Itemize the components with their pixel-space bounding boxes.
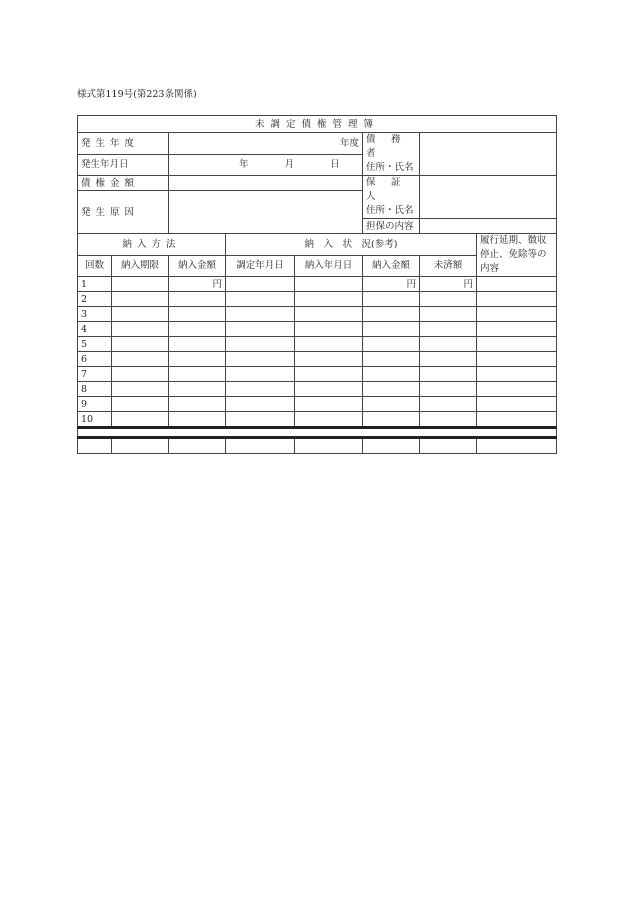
outstanding-cell[interactable]: [420, 292, 477, 307]
table-row: [78, 352, 557, 367]
outstanding-cell[interactable]: [420, 337, 477, 352]
collateral-label: 担保の内容: [363, 219, 420, 234]
remarks-cell[interactable]: [477, 337, 557, 352]
remarks-cell[interactable]: [477, 367, 557, 382]
guarantor-label-cell: [363, 176, 420, 219]
paid-date-cell[interactable]: [295, 307, 363, 322]
outstanding-cell[interactable]: [420, 397, 477, 412]
total-count-cell[interactable]: [78, 438, 112, 454]
row-number: 6: [78, 352, 112, 367]
due-date-cell[interactable]: [112, 277, 169, 292]
date-day-label: 日: [330, 159, 340, 171]
table-row: [78, 337, 557, 352]
paid-date-cell[interactable]: [295, 397, 363, 412]
separator-band: [78, 428, 557, 438]
claim-amount-label: 債権金額: [78, 176, 169, 191]
row-number: 1: [78, 277, 112, 292]
row-number: 7: [78, 367, 112, 382]
remarks-cell[interactable]: [477, 292, 557, 307]
yen-unit: 円: [212, 278, 222, 290]
col-due-date: 納入期限: [112, 255, 169, 277]
assessment-date-cell[interactable]: [226, 337, 295, 352]
paid-date-cell[interactable]: [295, 337, 363, 352]
total-payment-amount-cell[interactable]: [169, 438, 226, 454]
form-reference: 様式第119号(第223条関係): [77, 89, 197, 100]
outstanding-cell[interactable]: [420, 277, 477, 292]
outstanding-cell[interactable]: [420, 367, 477, 382]
outstanding-cell[interactable]: [420, 307, 477, 322]
payment-amount-cell[interactable]: [169, 352, 226, 367]
col-count: 回数: [78, 255, 112, 277]
due-date-cell[interactable]: [112, 352, 169, 367]
yen-unit: 円: [406, 278, 416, 290]
remarks-cell[interactable]: [477, 307, 557, 322]
register-title: 未調定債権管理簿: [78, 116, 557, 133]
assessment-date-cell[interactable]: [226, 352, 295, 367]
col-assessment-date: 調定年月日: [226, 255, 295, 277]
paid-date-cell[interactable]: [295, 322, 363, 337]
assessment-date-cell[interactable]: [226, 412, 295, 428]
table-row: [78, 397, 557, 412]
table-row: [78, 292, 557, 307]
assessment-date-cell[interactable]: [226, 307, 295, 322]
col-paid-date: 納入年月日: [295, 255, 363, 277]
due-date-cell[interactable]: [112, 412, 169, 428]
claim-amount-field[interactable]: [169, 176, 363, 191]
total-paid-date-cell[interactable]: [295, 438, 363, 454]
assessment-date-cell[interactable]: [226, 382, 295, 397]
remarks-header: 履行延期、徴収停止、免除等の内容: [477, 234, 557, 277]
row-number: 8: [78, 382, 112, 397]
total-remarks-cell[interactable]: [477, 438, 557, 454]
outstanding-cell[interactable]: [420, 412, 477, 428]
paid-date-cell[interactable]: [295, 277, 363, 292]
paid-amount-cell[interactable]: [363, 307, 420, 322]
paid-amount-cell[interactable]: [363, 367, 420, 382]
paid-amount-cell[interactable]: [363, 337, 420, 352]
payment-status-header: 納 入 状 況(参考): [226, 234, 477, 256]
total-outstanding-cell[interactable]: [420, 438, 477, 454]
remarks-cell[interactable]: [477, 412, 557, 428]
paid-date-cell[interactable]: [295, 352, 363, 367]
payment-amount-cell[interactable]: [169, 337, 226, 352]
paid-date-cell[interactable]: [295, 412, 363, 428]
due-date-cell[interactable]: [112, 307, 169, 322]
col-paid-amount: 納入金額: [363, 255, 420, 277]
paid-amount-cell[interactable]: [363, 292, 420, 307]
payment-amount-cell[interactable]: [169, 412, 226, 428]
paid-amount-cell[interactable]: [363, 322, 420, 337]
payment-amount-cell[interactable]: [169, 307, 226, 322]
date-year-label: 年: [239, 159, 249, 171]
claim-register-table: [77, 115, 557, 454]
paid-amount-cell[interactable]: [363, 397, 420, 412]
row-number: 9: [78, 397, 112, 412]
occurrence-date-field[interactable]: [169, 154, 363, 176]
payment-amount-cell[interactable]: [169, 292, 226, 307]
date-month-label: 月: [284, 159, 295, 171]
occurrence-year-field[interactable]: [169, 133, 363, 155]
row-number: 2: [78, 292, 112, 307]
assessment-date-cell[interactable]: [226, 292, 295, 307]
paid-amount-cell[interactable]: [363, 412, 420, 428]
remarks-cell[interactable]: [477, 277, 557, 292]
row-number: 10: [78, 412, 112, 428]
outstanding-cell[interactable]: [420, 322, 477, 337]
occurrence-cause-label: 発生原因: [78, 191, 169, 234]
double-rule: [78, 428, 557, 438]
due-date-cell[interactable]: [112, 292, 169, 307]
paid-amount-cell[interactable]: [363, 352, 420, 367]
paid-date-cell[interactable]: [295, 382, 363, 397]
paid-amount-cell[interactable]: [363, 277, 420, 292]
outstanding-cell[interactable]: [420, 352, 477, 367]
total-due-date-cell[interactable]: [112, 438, 169, 454]
paid-amount-cell[interactable]: [363, 382, 420, 397]
debtor-field[interactable]: [420, 133, 557, 176]
col-payment-amount: 納入金額: [169, 255, 226, 277]
outstanding-cell[interactable]: [420, 382, 477, 397]
occurrence-year-label: 発生年度: [78, 133, 169, 155]
payment-amount-cell[interactable]: [169, 397, 226, 412]
assessment-date-cell[interactable]: [226, 367, 295, 382]
row-number: 5: [78, 337, 112, 352]
total-row: [78, 438, 557, 454]
guarantor-label: 保 証 人: [366, 177, 417, 202]
payment-amount-cell[interactable]: [169, 367, 226, 382]
table-row: [78, 322, 557, 337]
assessment-date-cell[interactable]: [226, 397, 295, 412]
table-row: [78, 307, 557, 322]
remarks-cell[interactable]: [477, 397, 557, 412]
row-number: 3: [78, 307, 112, 322]
table-row: [78, 412, 557, 428]
assessment-date-cell[interactable]: [226, 277, 295, 292]
remarks-cell[interactable]: [477, 322, 557, 337]
due-date-cell[interactable]: [112, 322, 169, 337]
col-outstanding: 未済額: [420, 255, 477, 277]
table-row: [78, 382, 557, 397]
debtor-label: 債 務 者: [366, 134, 417, 159]
due-date-cell[interactable]: [112, 397, 169, 412]
total-assessment-date-cell[interactable]: [226, 438, 295, 454]
payment-amount-cell[interactable]: [169, 382, 226, 397]
table-row: [78, 277, 557, 292]
guarantor-field[interactable]: [420, 176, 557, 219]
payment-amount-cell[interactable]: [169, 322, 226, 337]
debtor-label-cell: [363, 133, 420, 176]
assessment-date-cell[interactable]: [226, 322, 295, 337]
paid-date-cell[interactable]: [295, 367, 363, 382]
row-number: 4: [78, 322, 112, 337]
paid-date-cell[interactable]: [295, 292, 363, 307]
occurrence-cause-field[interactable]: [169, 191, 363, 234]
remarks-cell[interactable]: [477, 382, 557, 397]
payment-amount-cell[interactable]: [169, 277, 226, 292]
guarantor-address-label: 住所・氏名: [366, 205, 414, 216]
yen-unit: 円: [463, 278, 473, 290]
table-row: [78, 367, 557, 382]
due-date-cell[interactable]: [112, 337, 169, 352]
year-suffix: 年度: [339, 137, 359, 149]
occurrence-date-label: 発生年月日: [78, 154, 169, 176]
total-paid-amount-cell[interactable]: [363, 438, 420, 454]
due-date-cell[interactable]: [112, 367, 169, 382]
collateral-field[interactable]: [420, 219, 557, 234]
debtor-address-label: 住所・氏名: [366, 162, 414, 173]
payment-method-header: 納入方法: [78, 234, 226, 256]
due-date-cell[interactable]: [112, 382, 169, 397]
remarks-cell[interactable]: [477, 352, 557, 367]
